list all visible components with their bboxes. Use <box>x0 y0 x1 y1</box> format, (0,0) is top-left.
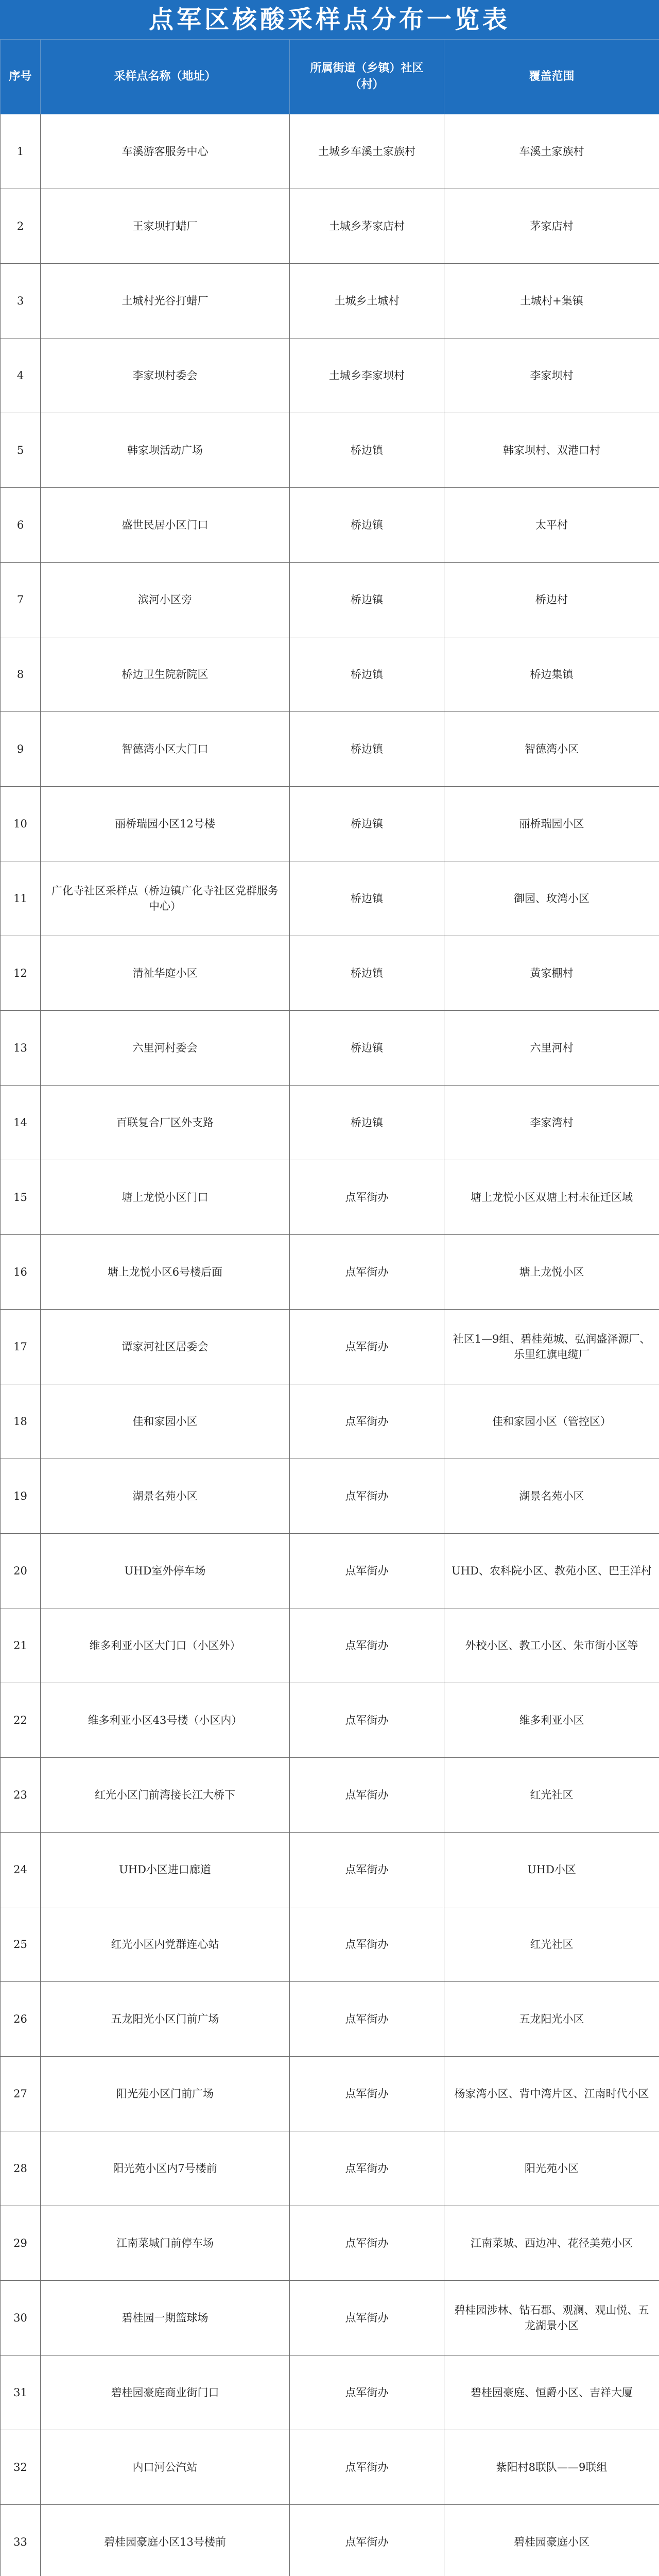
cell-no: 9 <box>1 712 41 787</box>
table-row <box>1 712 659 787</box>
table-row <box>1 2057 659 2131</box>
cell-no: 15 <box>1 1160 41 1235</box>
cell-site-name: 清祉华庭小区 <box>41 936 290 1011</box>
table-row <box>1 1982 659 2057</box>
cell-site-name: 湖景名苑小区 <box>41 1459 290 1534</box>
cell-street: 桥边镇 <box>290 787 444 861</box>
cell-no: 8 <box>1 637 41 712</box>
cell-no: 10 <box>1 787 41 861</box>
cell-coverage: 智德湾小区 <box>444 712 659 787</box>
cell-coverage: 红光社区 <box>444 1758 659 1833</box>
table-row <box>1 1683 659 1758</box>
cell-street: 桥边镇 <box>290 1011 444 1086</box>
cell-street: 桥边镇 <box>290 488 444 563</box>
cell-coverage: 韩家坝村、双港口村 <box>444 413 659 488</box>
cell-coverage: 太平村 <box>444 488 659 563</box>
table-row <box>1 2430 659 2505</box>
cell-coverage: 阳光苑小区 <box>444 2131 659 2206</box>
table-row <box>1 114 659 189</box>
cell-no: 14 <box>1 1086 41 1160</box>
cell-no: 29 <box>1 2206 41 2281</box>
cell-site-name: 智德湾小区大门口 <box>41 712 290 787</box>
cell-site-name: 王家坝打蜡厂 <box>41 189 290 264</box>
cell-site-name: 五龙阳光小区门前广场 <box>41 1982 290 2057</box>
cell-no: 19 <box>1 1459 41 1534</box>
cell-coverage: 塘上龙悦小区双塘上村未征迁区域 <box>444 1160 659 1235</box>
table-row <box>1 189 659 264</box>
cell-no: 3 <box>1 264 41 338</box>
cell-no: 16 <box>1 1235 41 1310</box>
cell-coverage: 丽桥瑞园小区 <box>444 787 659 861</box>
cell-coverage: 土城村+集镇 <box>444 264 659 338</box>
cell-street: 桥边镇 <box>290 413 444 488</box>
table-row <box>1 1907 659 1982</box>
cell-site-name: 盛世民居小区门口 <box>41 488 290 563</box>
cell-no: 32 <box>1 2430 41 2505</box>
cell-site-name: 红光小区内党群连心站 <box>41 1907 290 1982</box>
cell-street: 土城乡李家坝村 <box>290 338 444 413</box>
cell-coverage: 桥边村 <box>444 563 659 637</box>
cell-street: 土城乡土城村 <box>290 264 444 338</box>
cell-coverage: 外校小区、教工小区、朱市街小区等 <box>444 1608 659 1683</box>
cell-coverage: 江南菜城、西边冲、花径美苑小区 <box>444 2206 659 2281</box>
cell-site-name: 土城村光谷打蜡厂 <box>41 264 290 338</box>
cell-street: 点军街办 <box>290 1982 444 2057</box>
cell-street: 点军街办 <box>290 1758 444 1833</box>
cell-site-name: 桥边卫生院新院区 <box>41 637 290 712</box>
cell-coverage: 社区1—9组、碧桂苑城、弘润盛泽源厂、乐里红旗电缆厂 <box>444 1310 659 1384</box>
cell-street: 点军街办 <box>290 1459 444 1534</box>
cell-no: 17 <box>1 1310 41 1384</box>
cell-site-name: 内口河公汽站 <box>41 2430 290 2505</box>
cell-no: 22 <box>1 1683 41 1758</box>
table-row <box>1 488 659 563</box>
table-row <box>1 1310 659 1384</box>
cell-no: 6 <box>1 488 41 563</box>
cell-no: 27 <box>1 2057 41 2131</box>
cell-no: 30 <box>1 2281 41 2355</box>
cell-coverage: UHD、农科院小区、教苑小区、巴王洋村 <box>444 1534 659 1608</box>
cell-site-name: 碧桂园豪庭小区13号楼前 <box>41 2505 290 2576</box>
cell-street: 点军街办 <box>290 1907 444 1982</box>
cell-no: 31 <box>1 2355 41 2430</box>
cell-coverage: 红光社区 <box>444 1907 659 1982</box>
cell-street: 点军街办 <box>290 2206 444 2281</box>
table-row <box>1 1758 659 1833</box>
cell-no: 26 <box>1 1982 41 2057</box>
cell-no: 5 <box>1 413 41 488</box>
cell-site-name: 维多利亚小区大门口（小区外） <box>41 1608 290 1683</box>
cell-site-name: 韩家坝活动广场 <box>41 413 290 488</box>
table-row <box>1 1235 659 1310</box>
cell-no: 28 <box>1 2131 41 2206</box>
cell-coverage: 车溪土家族村 <box>444 114 659 189</box>
cell-site-name: 江南菜城门前停车场 <box>41 2206 290 2281</box>
cell-street: 桥边镇 <box>290 563 444 637</box>
cell-coverage: 黄家棚村 <box>444 936 659 1011</box>
cell-street: 桥边镇 <box>290 861 444 936</box>
cell-street: 桥边镇 <box>290 712 444 787</box>
cell-street: 点军街办 <box>290 2505 444 2576</box>
cell-no: 1 <box>1 114 41 189</box>
cell-coverage: 佳和家园小区（管控区） <box>444 1384 659 1459</box>
cell-coverage: 李家湾村 <box>444 1086 659 1160</box>
cell-street: 土城乡车溪土家族村 <box>290 114 444 189</box>
cell-no: 2 <box>1 189 41 264</box>
cell-site-name: 广化寺社区采样点（桥边镇广化寺社区党群服务中心） <box>41 861 290 936</box>
cell-coverage: 桥边集镇 <box>444 637 659 712</box>
cell-site-name: 红光小区门前湾接长江大桥下 <box>41 1758 290 1833</box>
cell-coverage: 李家坝村 <box>444 338 659 413</box>
cell-no: 21 <box>1 1608 41 1683</box>
table-row <box>1 1459 659 1534</box>
cell-coverage: 五龙阳光小区 <box>444 1982 659 2057</box>
cell-street: 土城乡茅家店村 <box>290 189 444 264</box>
cell-no: 12 <box>1 936 41 1011</box>
cell-site-name: UHD小区进口廊道 <box>41 1833 290 1907</box>
cell-site-name: 碧桂园豪庭商业街门口 <box>41 2355 290 2430</box>
cell-coverage: 茅家店村 <box>444 189 659 264</box>
cell-coverage: 湖景名苑小区 <box>444 1459 659 1534</box>
cell-site-name: 碧桂园一期篮球场 <box>41 2281 290 2355</box>
cell-no: 25 <box>1 1907 41 1982</box>
cell-site-name: 阳光苑小区内7号楼前 <box>41 2131 290 2206</box>
cell-coverage: 杨家湾小区、背中湾片区、江南时代小区 <box>444 2057 659 2131</box>
cell-site-name: 车溪游客服务中心 <box>41 114 290 189</box>
cell-street: 点军街办 <box>290 2057 444 2131</box>
cell-street: 点军街办 <box>290 1683 444 1758</box>
cell-no: 20 <box>1 1534 41 1608</box>
cell-street: 点军街办 <box>290 2131 444 2206</box>
table-row <box>1 861 659 936</box>
cell-coverage: 六里河村 <box>444 1011 659 1086</box>
header-street: 所属街道（乡镇）社区（村） <box>290 40 444 114</box>
table-row <box>1 1833 659 1907</box>
table-row <box>1 264 659 338</box>
table-row <box>1 1384 659 1459</box>
cell-street: 点军街办 <box>290 1235 444 1310</box>
table-row <box>1 338 659 413</box>
table-row <box>1 1086 659 1160</box>
cell-no: 23 <box>1 1758 41 1833</box>
table-body <box>1 114 659 2576</box>
cell-site-name: 维多利亚小区43号楼（小区内） <box>41 1683 290 1758</box>
cell-street: 点军街办 <box>290 2281 444 2355</box>
cell-street: 点军街办 <box>290 2355 444 2430</box>
table-row <box>1 2355 659 2430</box>
table-row <box>1 2505 659 2576</box>
cell-coverage: 御园、玫湾小区 <box>444 861 659 936</box>
table-row <box>1 2131 659 2206</box>
table-row <box>1 2206 659 2281</box>
cell-site-name: UHD室外停车场 <box>41 1534 290 1608</box>
cell-no: 7 <box>1 563 41 637</box>
table-row <box>1 2281 659 2355</box>
table-row <box>1 1011 659 1086</box>
table-row <box>1 1534 659 1608</box>
header-no: 序号 <box>1 40 41 114</box>
cell-site-name: 丽桥瑞园小区12号楼 <box>41 787 290 861</box>
table-row <box>1 637 659 712</box>
table-row <box>1 936 659 1011</box>
cell-street: 桥边镇 <box>290 1086 444 1160</box>
cell-street: 点军街办 <box>290 2430 444 2505</box>
cell-no: 11 <box>1 861 41 936</box>
table-row <box>1 1160 659 1235</box>
cell-site-name: 阳光苑小区门前广场 <box>41 2057 290 2131</box>
cell-coverage: 碧桂园豪庭、恒爵小区、吉祥大厦 <box>444 2355 659 2430</box>
cell-site-name: 滨河小区旁 <box>41 563 290 637</box>
cell-street: 桥边镇 <box>290 637 444 712</box>
table-row <box>1 413 659 488</box>
cell-street: 点军街办 <box>290 1534 444 1608</box>
cell-no: 33 <box>1 2505 41 2576</box>
cell-coverage: 碧桂园豪庭小区 <box>444 2505 659 2576</box>
cell-no: 18 <box>1 1384 41 1459</box>
cell-no: 24 <box>1 1833 41 1907</box>
sampling-sites-table <box>0 39 659 2576</box>
header-coverage: 覆盖范围 <box>444 40 659 114</box>
cell-street: 点军街办 <box>290 1310 444 1384</box>
cell-street: 点军街办 <box>290 1608 444 1683</box>
table-row <box>1 1608 659 1683</box>
cell-site-name: 百联复合厂区外支路 <box>41 1086 290 1160</box>
table-row <box>1 563 659 637</box>
cell-street: 点军街办 <box>290 1160 444 1235</box>
cell-site-name: 塘上龙悦小区门口 <box>41 1160 290 1235</box>
cell-site-name: 佳和家园小区 <box>41 1384 290 1459</box>
cell-site-name: 六里河村委会 <box>41 1011 290 1086</box>
cell-no: 13 <box>1 1011 41 1086</box>
cell-coverage: 碧桂园涉林、钻石郡、观澜、观山悦、五龙湖景小区 <box>444 2281 659 2355</box>
cell-site-name: 塘上龙悦小区6号楼后面 <box>41 1235 290 1310</box>
cell-street: 点军街办 <box>290 1833 444 1907</box>
cell-site-name: 谭家河社区居委会 <box>41 1310 290 1384</box>
table-header-row <box>1 40 659 114</box>
cell-coverage: 紫阳村8联队——9联组 <box>444 2430 659 2505</box>
page-title: 点军区核酸采样点分布一览表 <box>0 0 659 39</box>
cell-coverage: 塘上龙悦小区 <box>444 1235 659 1310</box>
header-site-name: 采样点名称（地址） <box>41 40 290 114</box>
cell-site-name: 李家坝村委会 <box>41 338 290 413</box>
table-row <box>1 787 659 861</box>
cell-coverage: 维多利亚小区 <box>444 1683 659 1758</box>
cell-coverage: UHD小区 <box>444 1833 659 1907</box>
cell-street: 桥边镇 <box>290 936 444 1011</box>
cell-no: 4 <box>1 338 41 413</box>
cell-street: 点军街办 <box>290 1384 444 1459</box>
